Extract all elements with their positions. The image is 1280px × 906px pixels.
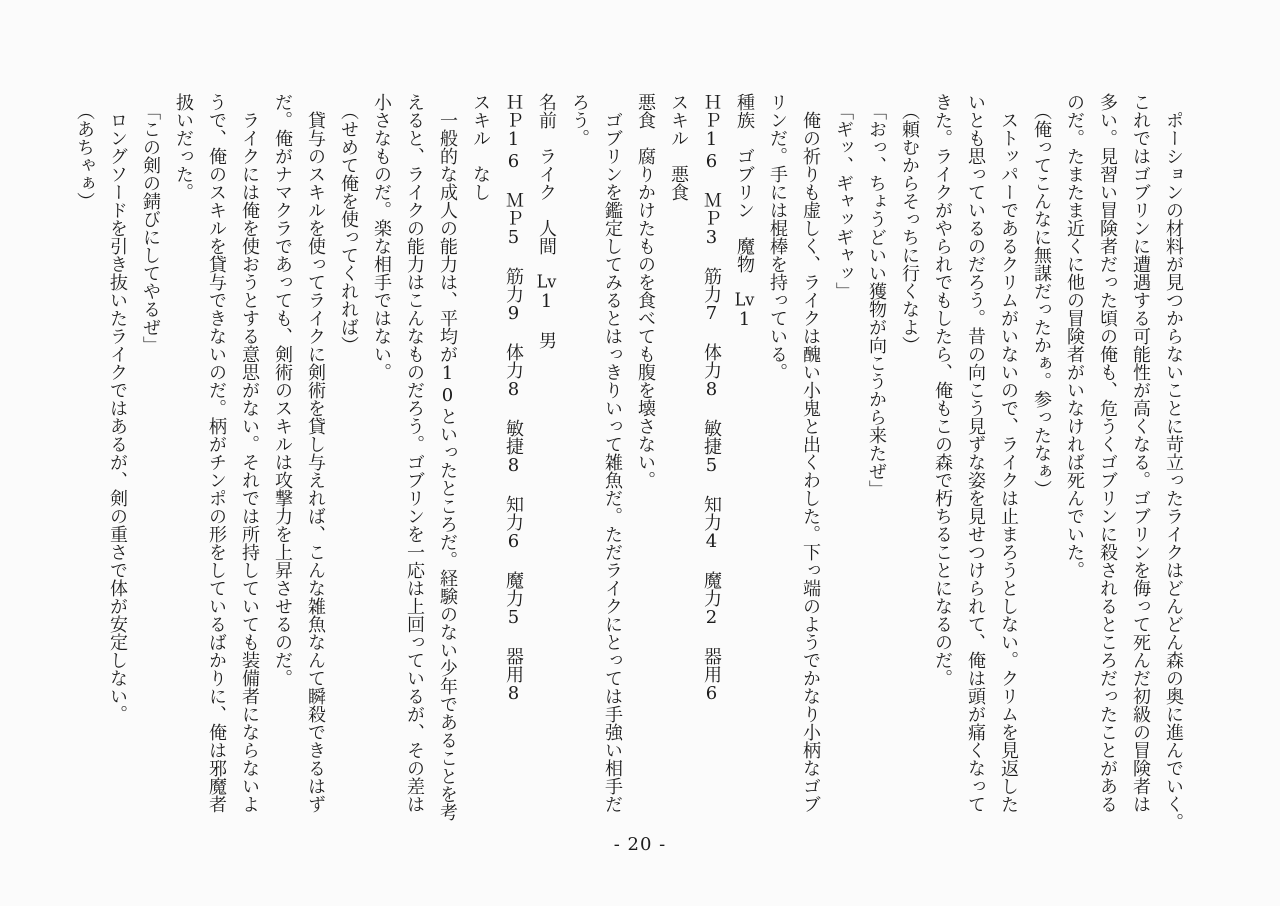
text-line: 俺の祈りも虚しく、ライクは醜い小鬼と出くわした。下っ端のようでかなり小柄なゴブ <box>800 93 821 813</box>
stat-number: 16 <box>503 129 524 173</box>
stat-number: 4 <box>701 531 722 553</box>
stat-number: 2 <box>701 607 722 629</box>
text-line: （せめて俺を使ってくれれば） <box>338 93 359 354</box>
text-line: ロングソードを引き抜いたライクではあるが、剣の重さで体が安定しない。 <box>107 93 128 723</box>
text-line: （あちゃぁ） <box>74 93 95 210</box>
stat-number: 5 <box>701 455 722 477</box>
text-line: のだ。たまたま近くに他の冒険者がいなければ死んでいた。 <box>1064 93 1085 579</box>
stat-number: 9 <box>503 303 524 325</box>
text-line: 「この剣の錆びにしてやるぜ」 <box>140 93 161 354</box>
text-line: （俺ってこんなに無謀だったかぁ。参ったなぁ） <box>1031 93 1052 498</box>
stat-number: 8 <box>701 379 722 401</box>
text-line: スキル なし <box>470 93 491 201</box>
text-line: 扱いだった。 <box>173 93 194 201</box>
text-line: 多い。見習い冒険者だった頃の俺も、危うくゴブリンに殺されるところだったことがある <box>1097 93 1118 813</box>
stat-number: 5 <box>503 227 524 249</box>
text-line: ポーションの材料が見つからないことに苛立ったライクはどんどん森の奥に進んでいく。 <box>1163 93 1184 831</box>
text-line: （頼むからそっちに行くなよ） <box>899 93 920 354</box>
text-line: 「おっ、ちょうどいい獲物が向こうから来たぜ」 <box>866 93 887 498</box>
stat-number: 5 <box>503 607 524 629</box>
text-line: ライクには俺を使おうとする意思がない。それでは所持していても装備者にならないよ <box>239 93 260 813</box>
text-line: えると、ライクの能力はこんなものだろう。ゴブリンを一応は上回っているが、その差は <box>404 93 425 813</box>
text-line: 一般的な成人の能力は、平均が10といったところだ。経験のない少年であることを考 <box>437 93 458 821</box>
text-line: ろう。 <box>569 93 590 147</box>
stat-number: 8 <box>503 683 524 705</box>
text-line: だ。俺がナマクラであっても、剣術のスキルは攻撃力を上昇させるのだ。 <box>272 93 293 687</box>
stat-number: 10 <box>437 363 458 407</box>
text-line: きた。ライクがやられでもしたら、俺もこの森で朽ちることになるのだ。 <box>932 93 953 687</box>
level-label: Lv <box>734 291 755 309</box>
page-number: - 20 - <box>613 834 667 855</box>
text-line: 悪食 腐りかけたものを食べても腹を壊さない。 <box>635 93 656 489</box>
stat-number: 1 <box>536 291 557 313</box>
text-line: リンだ。手には棍棒を持っている。 <box>767 93 788 381</box>
text-line: これではゴブリンに遭遇する可能性が高くなる。ゴブリンを侮って死んだ初級の冒険者は <box>1130 93 1151 813</box>
text-line: 名前 ライク 人間 Lv1 男 <box>536 93 557 349</box>
text-line: いとも思っているのだろう。昔の向こう見ずな姿を見せつけられて、俺は頭が痛くなって <box>965 93 986 813</box>
page-text <box>68 93 1190 831</box>
stat-number: 7 <box>701 303 722 325</box>
text-line: ＨＰ16 ＭＰ5 筋力9 体力8 敏捷8 知力6 魔力5 器用8 <box>503 93 524 705</box>
stat-number: 3 <box>701 227 722 249</box>
text-line: ＨＰ16 ＭＰ3 筋力7 体力8 敏捷5 知力4 魔力2 器用6 <box>701 93 722 705</box>
stat-number: 8 <box>503 455 524 477</box>
text-line: 小さなものだ。楽な相手ではない。 <box>371 93 392 381</box>
stat-number: 8 <box>503 379 524 401</box>
text-line: 貸与のスキルを使ってライクに剣術を貸し与えれば、こんな雑魚なんて瞬殺できるはず <box>305 93 326 813</box>
text-line: 「ギッ、ギャッギャッ」 <box>833 93 854 300</box>
stat-number: 6 <box>503 531 524 553</box>
text-line: ストッパーであるクリムがいないので、ライクは止まろうとしない。クリムを見返した <box>998 93 1019 813</box>
stat-number: 6 <box>701 683 722 705</box>
stat-number: 1 <box>734 309 755 331</box>
text-line: スキル 悪食 <box>668 93 689 201</box>
text-line: うで、俺のスキルを貸与できないのだ。柄がチンポの形をしているばかりに、俺は邪魔者 <box>206 93 227 813</box>
text-line: ゴブリンを鑑定してみるとはっきりいって雑魚だ。ただライクにとっては手強い相手だ <box>602 93 623 813</box>
stat-number: 16 <box>701 129 722 173</box>
text-line: 種族 ゴブリン 魔物 Lv1 <box>734 93 755 331</box>
level-label: Lv <box>536 273 557 291</box>
